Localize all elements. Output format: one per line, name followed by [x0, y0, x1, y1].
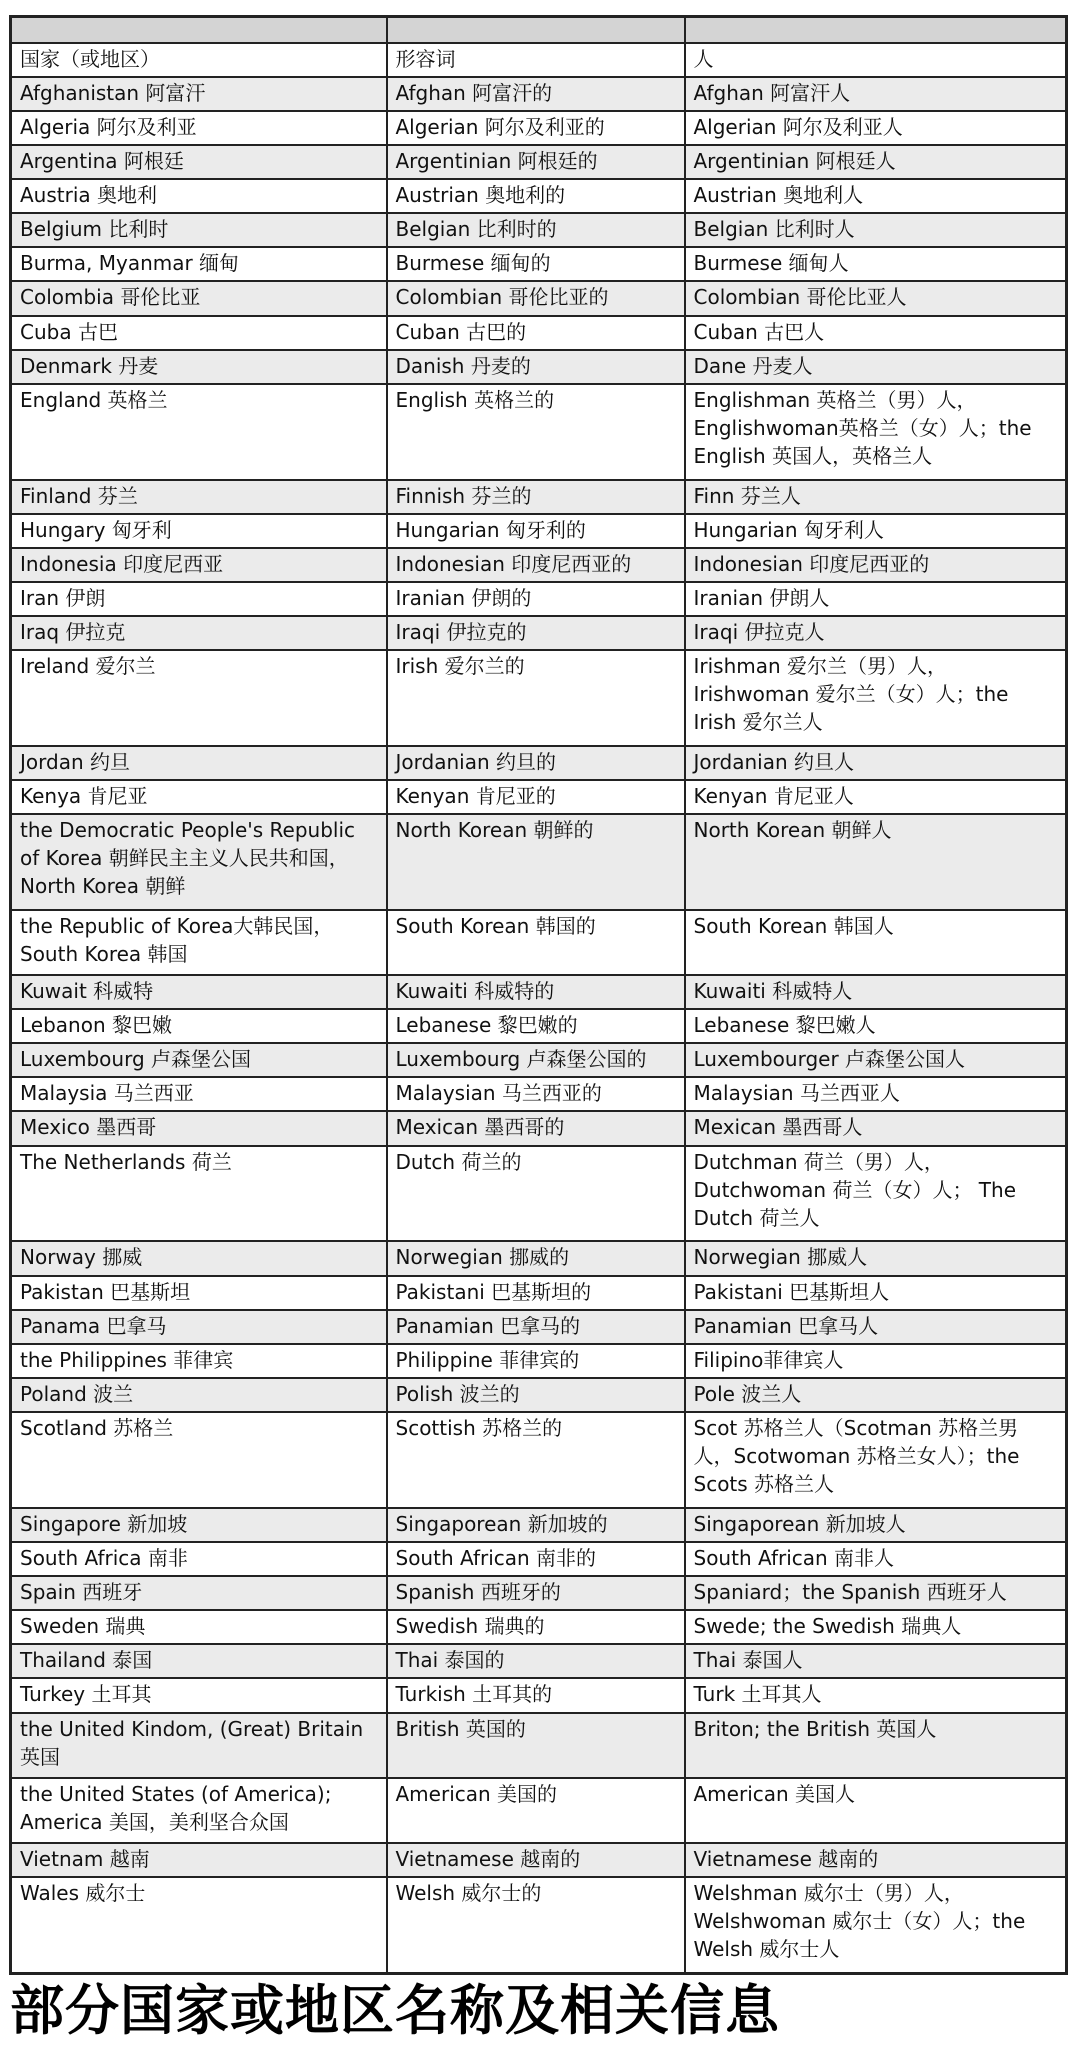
cell-adjective: Scottish 苏格兰的: [387, 1412, 685, 1508]
cell-people: Iraqi 伊拉克人: [685, 616, 1067, 650]
cell-country: Cuba 古巴: [11, 316, 387, 350]
cell-country: Spain 西班牙: [11, 1576, 387, 1610]
cell-country: Denmark 丹麦: [11, 350, 387, 384]
cell-people: Jordanian 约旦人: [685, 746, 1067, 780]
cell-people: Scot 苏格兰人（Scotman 苏格兰男人，Scotwoman 苏格兰女人）；the Scots 苏格兰人: [685, 1412, 1067, 1508]
cell-country: Colombia 哥伦比亚: [11, 281, 387, 315]
cell-adjective: Belgian 比利时的: [387, 213, 685, 247]
table-row: [11, 247, 1067, 281]
cell-country: Poland 波兰: [11, 1378, 387, 1412]
cell-adjective: Singaporean 新加坡的: [387, 1508, 685, 1542]
cell-adjective: Austrian 奥地利的: [387, 179, 685, 213]
cell-people: Vietnamese 越南的: [685, 1843, 1067, 1877]
table-row: [11, 1644, 1067, 1678]
cell-adjective: Colombian 哥伦比亚的: [387, 281, 685, 315]
cell-people: Afghan 阿富汗人: [685, 77, 1067, 111]
cell-adjective: North Korean 朝鲜的: [387, 814, 685, 910]
cell-adjective: Afghan 阿富汗的: [387, 77, 685, 111]
cell-adjective: Pakistani 巴基斯坦的: [387, 1276, 685, 1310]
cell-country: Afghanistan 阿富汗: [11, 77, 387, 111]
cell-adjective: Thai 泰国的: [387, 1644, 685, 1678]
cell-country: the Democratic People's Republic of Korea 朝鲜民主主义人民共和国，North Korea 朝鲜: [11, 814, 387, 910]
cell-country: Argentina 阿根廷: [11, 145, 387, 179]
cell-country: the Philippines 菲律宾: [11, 1344, 387, 1378]
table-row: [11, 111, 1067, 145]
cell-adjective: British 英国的: [387, 1713, 685, 1778]
table-row: [11, 1146, 1067, 1242]
cell-country: Finland 芬兰: [11, 480, 387, 514]
cell-people: Malaysian 马兰西亚人: [685, 1077, 1067, 1111]
cell-country: Pakistan 巴基斯坦: [11, 1276, 387, 1310]
table-row: [11, 1344, 1067, 1378]
cell-adjective: Swedish 瑞典的: [387, 1610, 685, 1644]
cell-adjective: Kuwaiti 科威特的: [387, 975, 685, 1009]
cell-adjective: Indonesian 印度尼西亚的: [387, 548, 685, 582]
cell-country: Thailand 泰国: [11, 1644, 387, 1678]
table-row: [11, 1077, 1067, 1111]
cell-country: the Republic of Korea大韩民国，South Korea 韩国: [11, 910, 387, 975]
cell-adjective: Finnish 芬兰的: [387, 480, 685, 514]
cell-people: Indonesian 印度尼西亚的: [685, 548, 1067, 582]
table-row: [11, 1043, 1067, 1077]
cell-adjective: Cuban 古巴的: [387, 316, 685, 350]
cell-country: Belgium 比利时: [11, 213, 387, 247]
cell-adjective: Lebanese 黎巴嫩的: [387, 1009, 685, 1043]
cell-people: Mexican 墨西哥人: [685, 1111, 1067, 1145]
cell-adjective: Vietnamese 越南的: [387, 1843, 685, 1877]
table-row: [11, 650, 1067, 746]
cell-people: Irishman 爱尔兰（男）人，Irishwoman 爱尔兰（女）人；the Irish 爱尔兰人: [685, 650, 1067, 746]
cell-country: the United States (of America); America 美国，美利坚合众国: [11, 1778, 387, 1843]
table-body: [11, 43, 1067, 1974]
cell-adjective: South African 南非的: [387, 1542, 685, 1576]
cell-people: Iranian 伊朗人: [685, 582, 1067, 616]
cell-people: Argentinian 阿根廷人: [685, 145, 1067, 179]
cell-country: The Netherlands 荷兰: [11, 1146, 387, 1242]
table-row: [11, 281, 1067, 315]
cell-adjective: Polish 波兰的: [387, 1378, 685, 1412]
column-title-people: 人: [685, 43, 1067, 77]
cell-country: Kuwait 科威特: [11, 975, 387, 1009]
cell-country: Scotland 苏格兰: [11, 1412, 387, 1508]
cell-people: American 美国人: [685, 1778, 1067, 1843]
cell-country: Wales 威尔士: [11, 1877, 387, 1974]
cell-adjective: Panamian 巴拿马的: [387, 1310, 685, 1344]
cell-adjective: Jordanian 约旦的: [387, 746, 685, 780]
cell-adjective: Mexican 墨西哥的: [387, 1111, 685, 1145]
cell-people: Lebanese 黎巴嫩人: [685, 1009, 1067, 1043]
table-row: [11, 746, 1067, 780]
cell-adjective: Turkish 土耳其的: [387, 1678, 685, 1712]
column-title-row: [11, 43, 1067, 77]
cell-adjective: Algerian 阿尔及利亚的: [387, 111, 685, 145]
cell-country: the United Kindom, (Great) Britain 英国: [11, 1713, 387, 1778]
cell-country: Panama 巴拿马: [11, 1310, 387, 1344]
cell-people: Swede; the Swedish 瑞典人: [685, 1610, 1067, 1644]
table-row: [11, 780, 1067, 814]
cell-people: Singaporean 新加坡人: [685, 1508, 1067, 1542]
table-row: [11, 1310, 1067, 1344]
cell-people: Turk 土耳其人: [685, 1678, 1067, 1712]
cell-people: Pole 波兰人: [685, 1378, 1067, 1412]
cell-adjective: Spanish 西班牙的: [387, 1576, 685, 1610]
cell-people: Pakistani 巴基斯坦人: [685, 1276, 1067, 1310]
cell-country: Luxembourg 卢森堡公国: [11, 1043, 387, 1077]
table-row: [11, 1713, 1067, 1778]
cell-people: Cuban 古巴人: [685, 316, 1067, 350]
cell-country: Malaysia 马兰西亚: [11, 1077, 387, 1111]
cell-adjective: Burmese 缅甸的: [387, 247, 685, 281]
cell-adjective: Dutch 荷兰的: [387, 1146, 685, 1242]
cell-adjective: Irish 爱尔兰的: [387, 650, 685, 746]
cell-country: Ireland 爱尔兰: [11, 650, 387, 746]
cell-people: Filipino菲律宾人: [685, 1344, 1067, 1378]
cell-country: Burma, Myanmar 缅甸: [11, 247, 387, 281]
cell-people: Finn 芬兰人: [685, 480, 1067, 514]
cell-people: South African 南非人: [685, 1542, 1067, 1576]
cell-country: Norway 挪威: [11, 1241, 387, 1275]
table-row: [11, 975, 1067, 1009]
cell-adjective: Argentinian 阿根廷的: [387, 145, 685, 179]
cell-adjective: American 美国的: [387, 1778, 685, 1843]
cell-country: Algeria 阿尔及利亚: [11, 111, 387, 145]
cell-people: Dane 丹麦人: [685, 350, 1067, 384]
column-title-adjective: 形容词: [387, 43, 685, 77]
cell-people: Kenyan 肯尼亚人: [685, 780, 1067, 814]
table-row: [11, 616, 1067, 650]
cell-people: Welshman 威尔士（男）人，Welshwoman 威尔士（女）人；the Welsh 威尔士人: [685, 1877, 1067, 1974]
cell-country: Iran 伊朗: [11, 582, 387, 616]
cell-people: Thai 泰国人: [685, 1644, 1067, 1678]
cell-country: Jordan 约旦: [11, 746, 387, 780]
cell-people: Kuwaiti 科威特人: [685, 975, 1067, 1009]
table-row: [11, 1542, 1067, 1576]
table-header-row: [11, 17, 1067, 43]
table-row: [11, 1576, 1067, 1610]
cell-people: Panamian 巴拿马人: [685, 1310, 1067, 1344]
cell-country: Iraq 伊拉克: [11, 616, 387, 650]
table-row: [11, 1412, 1067, 1508]
cell-people: Austrian 奥地利人: [685, 179, 1067, 213]
table-row: [11, 1678, 1067, 1712]
cell-people: Burmese 缅甸人: [685, 247, 1067, 281]
table-row: [11, 1241, 1067, 1275]
table-row: [11, 350, 1067, 384]
cell-country: Sweden 瑞典: [11, 1610, 387, 1644]
table-row: [11, 145, 1067, 179]
cell-people: Belgian 比利时人: [685, 213, 1067, 247]
header-cell: [685, 17, 1067, 43]
cell-adjective: Norwegian 挪威的: [387, 1241, 685, 1275]
cell-adjective: Hungarian 匈牙利的: [387, 514, 685, 548]
cell-country: Hungary 匈牙利: [11, 514, 387, 548]
cell-people: North Korean 朝鲜人: [685, 814, 1067, 910]
cell-country: Mexico 墨西哥: [11, 1111, 387, 1145]
header-cell: [11, 17, 387, 43]
cell-country: England 英格兰: [11, 384, 387, 480]
table-row: [11, 1111, 1067, 1145]
cell-people: Briton; the British 英国人: [685, 1713, 1067, 1778]
table-row: [11, 77, 1067, 111]
cell-country: Lebanon 黎巴嫩: [11, 1009, 387, 1043]
table-row: [11, 1778, 1067, 1843]
table-row: [11, 316, 1067, 350]
table-row: [11, 814, 1067, 910]
cell-country: Indonesia 印度尼西亚: [11, 548, 387, 582]
table-row: [11, 1610, 1067, 1644]
cell-people: Norwegian 挪威人: [685, 1241, 1067, 1275]
page-caption: 部分国家或地区名称及相关信息: [10, 1979, 780, 2042]
cell-people: Spaniard；the Spanish 西班牙人: [685, 1576, 1067, 1610]
cell-adjective: Iraqi 伊拉克的: [387, 616, 685, 650]
cell-people: Colombian 哥伦比亚人: [685, 281, 1067, 315]
cell-country: Singapore 新加坡: [11, 1508, 387, 1542]
cell-adjective: South Korean 韩国的: [387, 910, 685, 975]
cell-adjective: English 英格兰的: [387, 384, 685, 480]
cell-country: Kenya 肯尼亚: [11, 780, 387, 814]
cell-adjective: Kenyan 肯尼亚的: [387, 780, 685, 814]
table-row: [11, 1843, 1067, 1877]
table-row: [11, 910, 1067, 975]
cell-country: Vietnam 越南: [11, 1843, 387, 1877]
table-row: [11, 1009, 1067, 1043]
cell-adjective: Welsh 威尔士的: [387, 1877, 685, 1974]
table-row: [11, 213, 1067, 247]
table-row: [11, 480, 1067, 514]
cell-adjective: Philippine 菲律宾的: [387, 1344, 685, 1378]
table-row: [11, 1276, 1067, 1310]
table-row: [11, 179, 1067, 213]
cell-people: South Korean 韩国人: [685, 910, 1067, 975]
table-row: [11, 582, 1067, 616]
cell-people: Englishman 英格兰（男）人，Englishwoman英格兰（女）人；the English 英国人，英格兰人: [685, 384, 1067, 480]
country-table: [9, 15, 1068, 1975]
table-row: [11, 514, 1067, 548]
cell-adjective: Luxembourg 卢森堡公国的: [387, 1043, 685, 1077]
cell-people: Algerian 阿尔及利亚人: [685, 111, 1067, 145]
cell-people: Luxembourger 卢森堡公国人: [685, 1043, 1067, 1077]
cell-adjective: Malaysian 马兰西亚的: [387, 1077, 685, 1111]
cell-country: South Africa 南非: [11, 1542, 387, 1576]
cell-people: Hungarian 匈牙利人: [685, 514, 1067, 548]
table-row: [11, 1378, 1067, 1412]
table-row: [11, 384, 1067, 480]
header-cell: [387, 17, 685, 43]
cell-country: Austria 奥地利: [11, 179, 387, 213]
cell-adjective: Iranian 伊朗的: [387, 582, 685, 616]
cell-people: Dutchman 荷兰（男）人，Dutchwoman 荷兰（女）人； The Dutch 荷兰人: [685, 1146, 1067, 1242]
table-row: [11, 548, 1067, 582]
cell-country: Turkey 土耳其: [11, 1678, 387, 1712]
table-row: [11, 1877, 1067, 1974]
cell-adjective: Danish 丹麦的: [387, 350, 685, 384]
column-title-country: 国家（或地区）: [11, 43, 387, 77]
table-row: [11, 1508, 1067, 1542]
